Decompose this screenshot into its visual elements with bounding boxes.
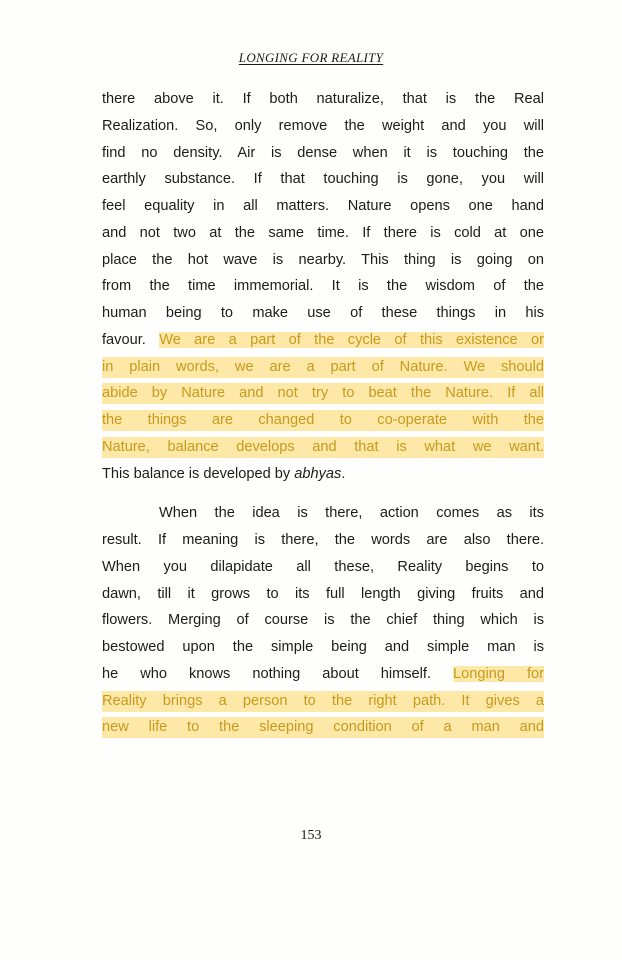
text-line	[102, 661, 544, 688]
text-line: human being to make use of these things in his	[102, 305, 544, 321]
text-line: earthly substance. If that touching is gone, you will	[102, 171, 544, 188]
page-number: 153	[300, 828, 322, 843]
text-line: When the idea is there, action comes as its	[159, 505, 544, 522]
header-title: LONGING FOR REALITY	[238, 50, 384, 65]
highlighted-line: Reality brings a person to the right path. It gives a	[102, 688, 544, 715]
highlighted-text: Longing for	[453, 665, 544, 682]
plain-text: he who knows nothing about himself.	[102, 665, 432, 682]
text-line: flowers. Merging of course is the chief thing which is	[102, 612, 544, 629]
text-line: result. If meaning is there, the words are also there.	[102, 532, 544, 548]
highlighted-line: in plain words, we are a part of Nature. We should	[102, 354, 544, 381]
text-line: When you dilapidate all these, Reality begins to	[102, 558, 544, 575]
highlighted-line: the things are changed to co-operate with the	[102, 407, 544, 434]
plain-text: .	[341, 465, 346, 482]
plain-text: favour.	[102, 331, 146, 348]
highlighted-line: new life to the sleeping condition of a man and	[102, 714, 544, 741]
running-header	[0, 50, 622, 66]
text-line: dawn, till it grows to its full length giving fruits and	[102, 585, 544, 602]
text-line: from the time immemorial. It is the wisdom of the	[102, 278, 544, 295]
text-line: and not two at the same time. If there is cold at one	[102, 224, 544, 241]
text-line: feel equality in all matters. Nature opens one hand	[102, 198, 544, 214]
body-text	[102, 86, 544, 741]
text-line	[102, 461, 544, 488]
text-line: Realization. So, only remove the weight and you will	[102, 117, 544, 134]
italic-term: abhyas	[294, 465, 342, 482]
text-line: place the hot wave is nearby. This thing is going on	[102, 251, 544, 268]
highlighted-line: abide by Nature and not try to beat the Nature. If all	[102, 380, 544, 407]
plain-text: This balance is developed by	[102, 465, 291, 482]
text-line: there above it. If both naturalize, that is the Real	[102, 91, 544, 107]
paragraph-gap	[102, 487, 544, 500]
text-line	[102, 327, 544, 354]
text-line: find no density. Air is dense when it is touching the	[102, 144, 544, 161]
highlighted-line: Nature, balance develops and that is what we want.	[102, 434, 544, 461]
highlighted-text: We are a part of the cycle of this existence or	[159, 331, 545, 348]
text-line: bestowed upon the simple being and simple man is	[102, 639, 544, 655]
